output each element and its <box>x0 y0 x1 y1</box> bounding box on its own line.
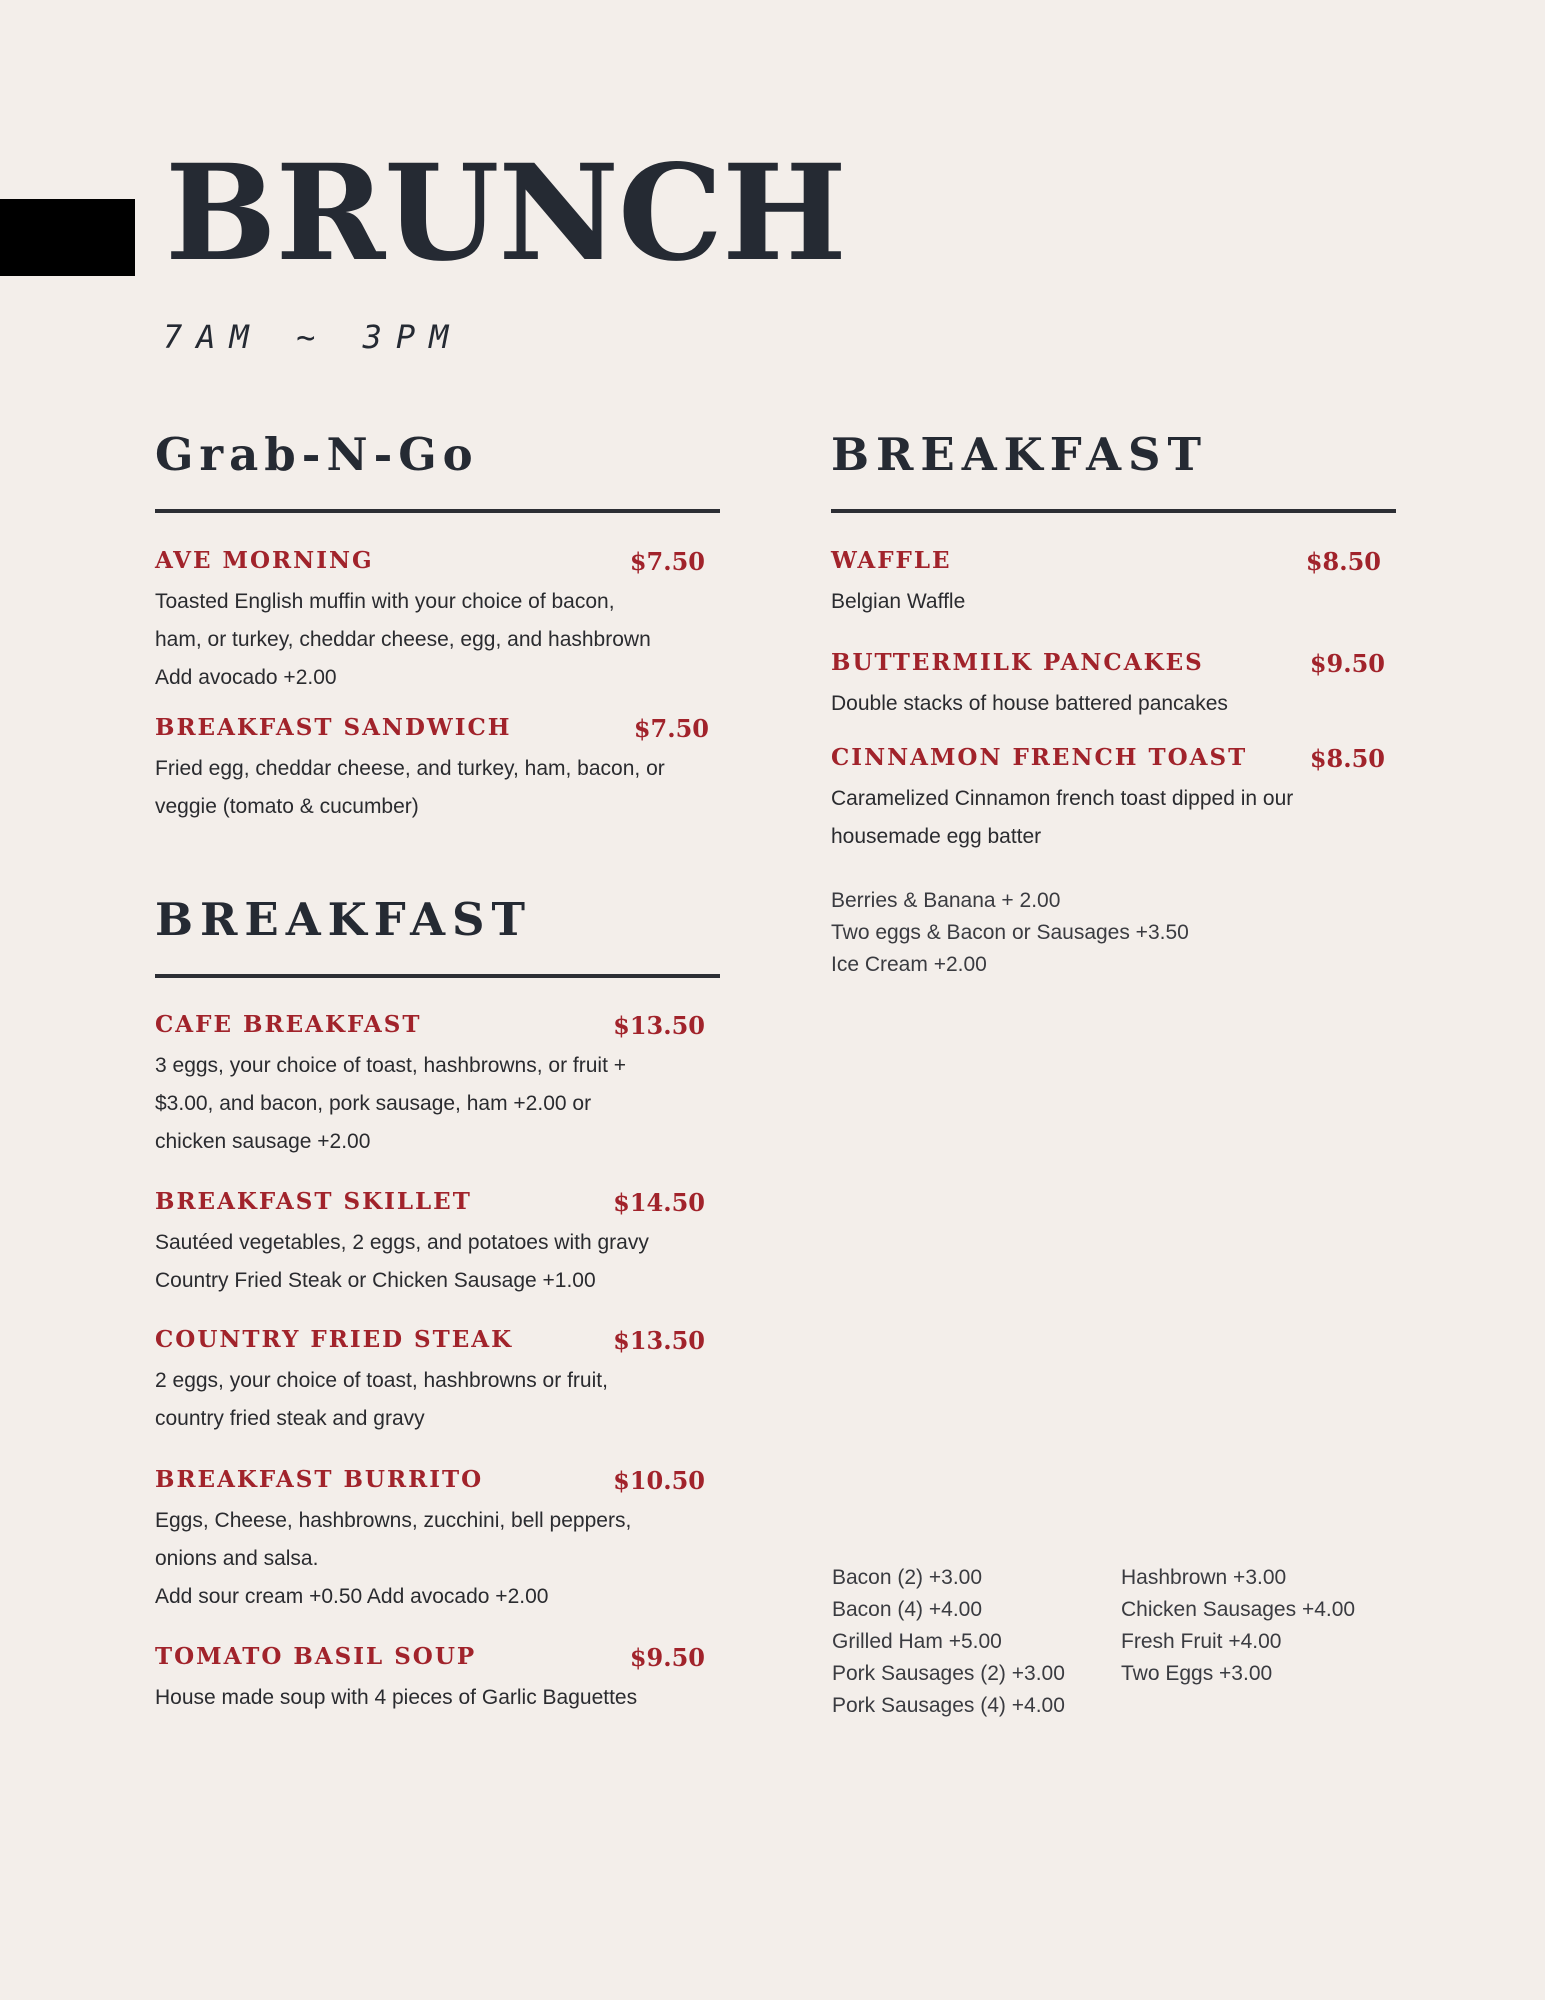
description-line: Eggs, Cheese, hashbrowns, zucchini, bell peppers, <box>155 1509 632 1532</box>
menu-item-ave-morning <box>155 547 715 697</box>
section-title-grab-n-go: Grab-N-Go <box>155 428 479 481</box>
side-item: Bacon (4) +4.00 <box>832 1598 983 1621</box>
description-line: Country Fried Steak or Chicken Sausage +1.00 <box>155 1269 596 1292</box>
description-line: chicken sausage +2.00 <box>155 1130 371 1153</box>
item-name: CAFE BREAKFAST <box>155 1011 422 1038</box>
item-description <box>155 583 715 697</box>
side-item: Bacon (2) +3.00 <box>832 1566 983 1589</box>
item-price: $9.50 <box>1309 649 1385 678</box>
description-line: Add sour cream +0.50 Add avocado +2.00 <box>155 1585 549 1608</box>
item-price: $9.50 <box>629 1643 705 1672</box>
item-description <box>155 1362 715 1438</box>
menu-item-buttermilk-pancakes <box>831 649 1391 723</box>
item-description <box>155 1047 715 1161</box>
description-line: onions and salsa. <box>155 1547 319 1570</box>
item-price: $10.50 <box>613 1466 705 1495</box>
description-line: Toasted English muffin with your choice of bacon, <box>155 590 615 613</box>
item-price: $13.50 <box>613 1326 705 1355</box>
section-divider <box>155 974 720 978</box>
description-line: Fried egg, cheddar cheese, and turkey, ham, bacon, or <box>155 757 665 780</box>
section-divider <box>831 509 1396 513</box>
section-divider <box>155 509 720 513</box>
menu-item-cinnamon-french-toast <box>831 744 1391 856</box>
item-price: $8.50 <box>1305 547 1381 576</box>
item-name: CINNAMON FRENCH TOAST <box>831 744 1248 771</box>
item-description <box>831 583 1391 621</box>
decorative-black-bar <box>0 199 135 276</box>
description-line: Belgian Waffle <box>831 590 966 613</box>
item-name: BREAKFAST SANDWICH <box>155 714 512 741</box>
menu-item-cafe-breakfast <box>155 1011 715 1161</box>
side-item: Chicken Sausages +4.00 <box>1121 1598 1356 1621</box>
item-name: TOMATO BASIL SOUP <box>155 1643 477 1670</box>
side-item: Fresh Fruit +4.00 <box>1121 1630 1282 1653</box>
side-item: Grilled Ham +5.00 <box>832 1630 1002 1653</box>
item-name: WAFFLE <box>831 547 952 574</box>
grab-n-go-section <box>155 428 720 832</box>
topping-addons-list <box>831 885 1189 981</box>
item-description <box>831 780 1391 856</box>
item-description <box>155 1502 715 1616</box>
description-line: country fried steak and gravy <box>155 1407 425 1430</box>
description-line: 2 eggs, your choice of toast, hashbrowns or fruit, <box>155 1369 608 1392</box>
menu-hours: 7AM ~ 3PM <box>163 318 463 356</box>
side-item: Pork Sausages (2) +3.00 <box>832 1662 1065 1685</box>
item-name: BREAKFAST SKILLET <box>155 1188 472 1215</box>
sides-list-column-2 <box>1121 1562 1355 1690</box>
item-description <box>155 750 715 826</box>
sides-list-column-1 <box>832 1562 1065 1722</box>
section-title-breakfast: BREAKFAST <box>831 428 1208 481</box>
item-price: $14.50 <box>613 1188 705 1217</box>
menu-item-tomato-basil-soup <box>155 1643 715 1717</box>
item-name: COUNTRY FRIED STEAK <box>155 1326 514 1353</box>
item-description <box>155 1224 715 1300</box>
menu-title: BRUNCH <box>165 136 846 291</box>
menu-item-breakfast-burrito <box>155 1466 715 1616</box>
side-item: Pork Sausages (4) +4.00 <box>832 1694 1065 1717</box>
item-price: $7.50 <box>633 714 709 743</box>
item-name: BUTTERMILK PANCAKES <box>831 649 1204 676</box>
menu-item-breakfast-sandwich <box>155 714 715 826</box>
menu-item-waffle <box>831 547 1391 621</box>
description-line: 3 eggs, your choice of toast, hashbrowns, or fruit + <box>155 1054 627 1077</box>
item-description <box>831 685 1391 723</box>
item-price: $8.50 <box>1309 744 1385 773</box>
description-line: Double stacks of house battered pancakes <box>831 692 1228 715</box>
description-line: housemade egg batter <box>831 825 1042 848</box>
description-line: veggie (tomato & cucumber) <box>155 795 419 818</box>
side-item: Hashbrown +3.00 <box>1121 1566 1287 1589</box>
item-name: BREAKFAST BURRITO <box>155 1466 484 1493</box>
section-title-breakfast: BREAKFAST <box>155 893 532 946</box>
addon-item: Two eggs & Bacon or Sausages +3.50 <box>831 921 1189 944</box>
description-line: ham, or turkey, cheddar cheese, egg, and hashbrown <box>155 628 651 651</box>
description-line: Caramelized Cinnamon french toast dipped in our <box>831 787 1294 810</box>
side-item: Two Eggs +3.00 <box>1121 1662 1273 1685</box>
description-line: Sautéed vegetables, 2 eggs, and potatoes with gravy <box>155 1231 649 1254</box>
breakfast-section-left <box>155 893 720 1747</box>
item-description <box>155 1679 715 1717</box>
description-line: House made soup with 4 pieces of Garlic Baguettes <box>155 1686 638 1709</box>
addon-item: Ice Cream +2.00 <box>831 953 987 976</box>
description-line: $3.00, and bacon, pork sausage, ham +2.00 or <box>155 1092 592 1115</box>
breakfast-section-right <box>831 428 1396 992</box>
menu-item-breakfast-skillet <box>155 1188 715 1300</box>
item-price: $13.50 <box>613 1011 705 1040</box>
item-name: AVE MORNING <box>155 547 374 574</box>
addon-item: Berries & Banana + 2.00 <box>831 889 1061 912</box>
menu-item-country-fried-steak <box>155 1326 715 1438</box>
item-price: $7.50 <box>629 547 705 576</box>
description-line: Add avocado +2.00 <box>155 666 337 689</box>
